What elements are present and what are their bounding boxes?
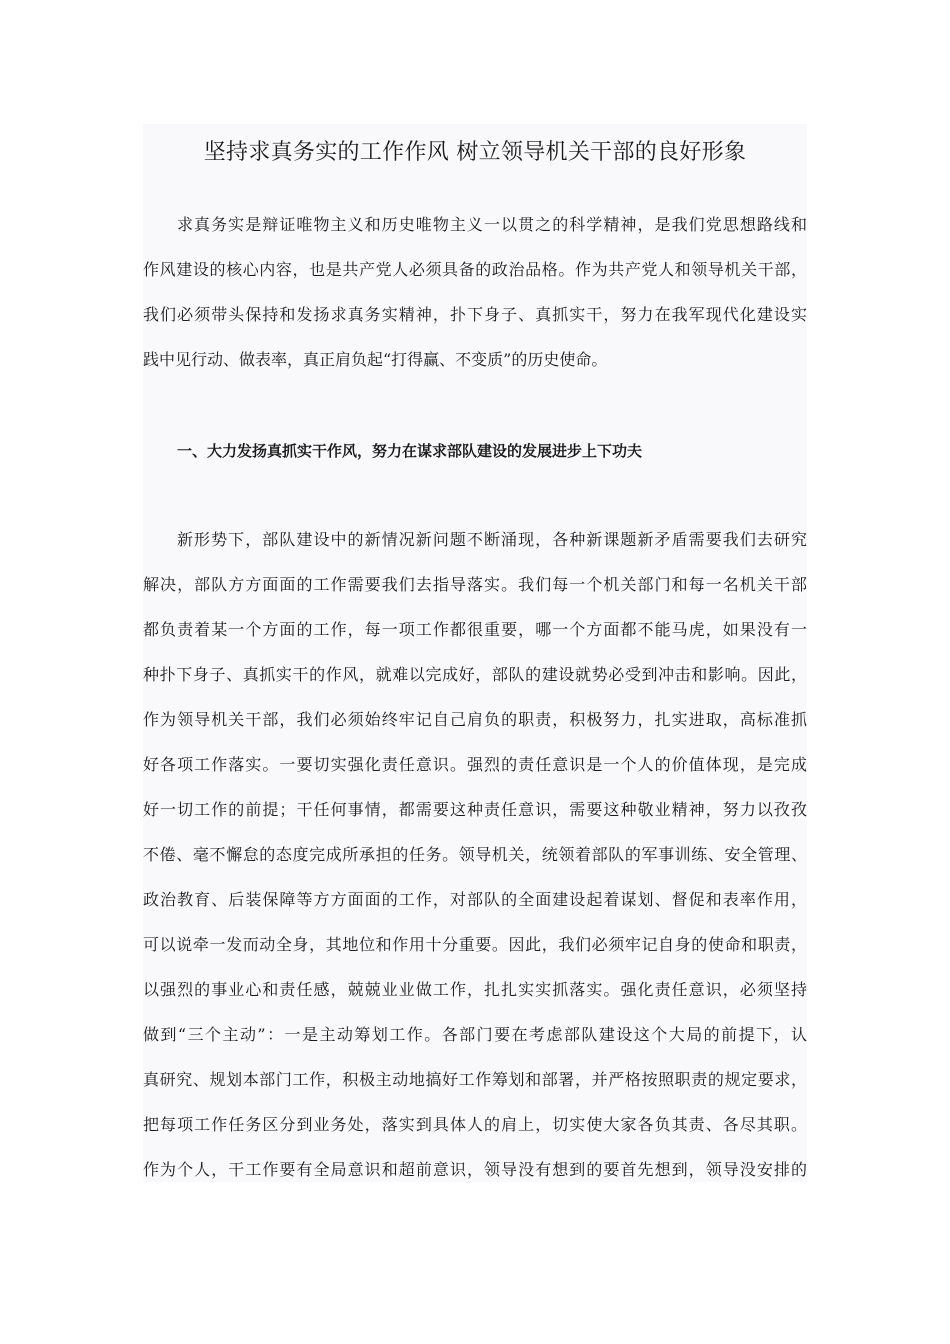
text-line: 可以说牵一发而动全身，其地位和作用十分重要。因此，我们必须牢记自身的使命和职责， [143,935,807,954]
text-line: 践中见行动、做表率，真正肩负起“打得赢、不变质”的历史使命。 [143,350,608,369]
text-line: 作为领导机关干部，我们必须始终牢记自己肩负的职责，积极努力，扎实进取，高标准抓 [143,710,807,729]
text-line: 以强烈的事业心和责任感，兢兢业业做工作，扎扎实实抓落实。强化责任意识，必须坚持 [143,980,807,999]
text-line: 作风建设的核心内容，也是共产党人必须具备的政治品格。作为共产党人和领导机关干部， [143,260,807,279]
text-line: 解决，部队方方面面的工作需要我们去指导落实。我们每一个机关部门和每一名机关干部 [143,575,807,594]
text-line: 不倦、毫不懈怠的态度完成所承担的任务。领导机关，统领着部队的军事训练、安全管理、 [143,845,807,864]
text-line: 我们必须带头保持和发扬求真务实精神，扑下身子、真抓实干，努力在我军现代化建设实 [143,305,807,324]
text-line: 真研究、规划本部门工作，积极主动地搞好工作筹划和部署，并严格按照职责的规定要求， [143,1070,807,1089]
intro-paragraph [143,214,807,394]
text-line: 作为个人，干工作要有全局意识和超前意识，领导没有想到的要首先想到，领导没安排的 [143,1160,807,1179]
text-line: 好各项工作落实。一要切实强化责任意识。强烈的责任意识是一个人的价值体现，是完成 [143,755,807,774]
text-line: 政治教育、后装保障等方方面面的工作，对部队的全面建设起着谋划、督促和表率作用， [143,890,807,909]
section-heading: 一、大力发扬真抓实干作风，努力在谋求部队建设的发展进步上下功夫 [177,442,643,460]
body-paragraph [143,529,807,1204]
text-line: 做到“三个主动”：一是主动筹划工作。各部门要在考虑部队建设这个大局的前提下，认 [143,1025,807,1044]
text-line: 种扑下身子、真抓实干的作风，就难以完成好，部队的建设就势必受到冲击和影响。因此， [143,665,807,684]
text-line: 求真务实是辩证唯物主义和历史唯物主义一以贯之的科学精神，是我们党思想路线和 [177,215,807,234]
text-line: 都负责着某一个方面的工作，每一项工作都很重要，哪一个方面都不能马虎，如果没有一 [143,620,807,639]
text-line: 把每项工作任务区分到业务处，落实到具体人的肩上，切实使大家各负其责、各尽其职。 [143,1115,807,1134]
document-title: 坚持求真务实的工作作风 树立领导机关干部的良好形象 [203,140,747,165]
text-line: 新形势下，部队建设中的新情况新问题不断涌现，各种新课题新矛盾需要我们去研究 [177,530,807,549]
text-line: 好一切工作的前提；干任何事情，都需要这种责任意识，需要这种敬业精神，努力以孜孜 [143,800,807,819]
